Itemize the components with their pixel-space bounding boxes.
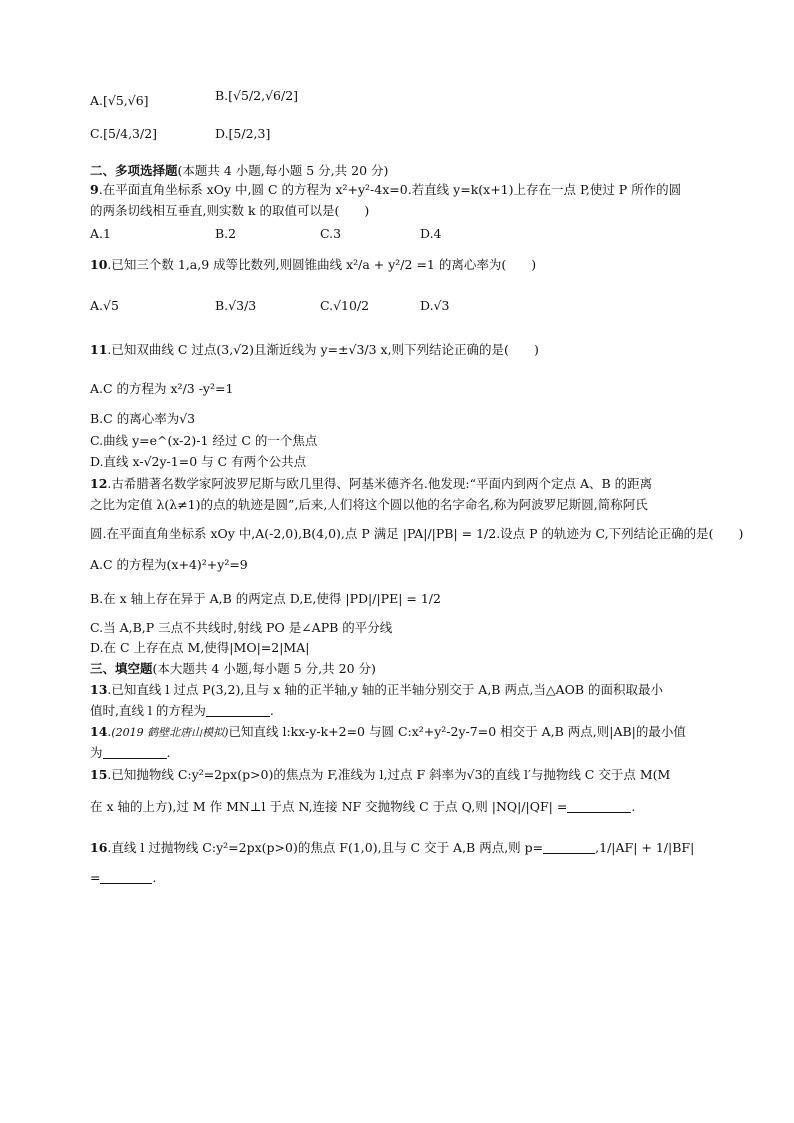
- q9-line-1: 9.在平面直角坐标系 xOy 中,圆 C 的方程为 x²+y²-4x=0.若直线 y=k(x+1)上存在一点 P,使过 P 所作的圆: [90, 182, 682, 197]
- q12-option-c: C.当 A,B,P 三点不共线时,射线 PO 是∠APB 的平分线: [90, 620, 393, 635]
- q8-option-d: D.[5/2,3]: [215, 126, 271, 141]
- q9-option-b: B.2: [215, 226, 237, 241]
- q11-option-b: B.C 的离心率为√3: [90, 411, 196, 426]
- q11-option-d: D.直线 x-√2y-1=0 与 C 有两个公共点: [90, 454, 307, 469]
- q10-option-d: D.√3: [420, 298, 450, 313]
- q11-option-a: A.C 的方程为 x²/3 -y²=1: [90, 381, 234, 396]
- q12-line-2: 之比为定值 λ(λ≠1)的点的轨迹是圆”,后来,人们将这个圆以他的名字命名,称为阿波罗尼斯圆,简称阿氏: [90, 497, 648, 512]
- q10-option-b: B.√3/3: [215, 298, 257, 313]
- q12-option-d: D.在 C 上存在点 M,使得|MO|=2|MA|: [90, 640, 310, 655]
- q16-line-2: = .: [90, 870, 157, 885]
- q9-line-2: 的两条切线相互垂直,则实数 k 的取值可以是( ): [90, 203, 370, 218]
- q16-line-1: 16.直线 l 过抛物线 C:y²=2px(p>0)的焦点 F(1,0),且与 C 交于 A,B 两点,则 p= ,1/|AF| + 1/|BF|: [90, 840, 695, 855]
- q12-line-1: 12.古希腊著名数学家阿波罗尼斯与欧几里得、阿基米德齐名.他发现:“平面内到两个定点 A、B 的距离: [90, 476, 653, 491]
- q11-option-c: C.曲线 y=e^(x-2)-1 经过 C 的一个焦点: [90, 433, 318, 448]
- q10-stem: 10.已知三个数 1,a,9 成等比数列,则圆锥曲线 x²/a + y²/2 =1 的离心率为( ): [90, 257, 537, 272]
- section-2-heading: 二、多项选择题(本题共 4 小题,每小题 5 分,共 20 分): [90, 163, 389, 178]
- q14-line-2: 为 .: [90, 745, 171, 760]
- q15-line-2: 在 x 轴的上方),过 M 作 MN⊥l 于点 N,连接 NF 交抛物线 C 于点 Q,则 |NQ|/|QF| = .: [90, 799, 636, 814]
- q10-option-c: C.√10/2: [320, 298, 370, 313]
- q14-answer-blank[interactable]: [103, 746, 167, 759]
- q12-option-b: B.在 x 轴上存在异于 A,B 的两定点 D,E,使得 |PD|/|PE| = 1/2: [90, 591, 441, 606]
- q13-line-2: 值时,直线 l 的方程为 .: [90, 703, 274, 718]
- q8-option-b: B.[√5/2,√6/2]: [215, 88, 299, 103]
- q15-line-1: 15.已知抛物线 C:y²=2px(p>0)的焦点为 F,准线为 l,过点 F 斜率为√3的直线 l′与抛物线 C 交于点 M(M: [90, 767, 671, 782]
- q13-line-1: 13.已知直线 l 过点 P(3,2),且与 x 轴的正半轴,y 轴的正半轴分别交于 A,B 两点,当△AOB 的面积取最小: [90, 682, 663, 697]
- q16-sum-blank[interactable]: [100, 871, 152, 884]
- q11-stem: 11.已知双曲线 C 过点(3,√2)且渐近线为 y=±√3/3 x,则下列结论正确的是( ): [90, 342, 539, 357]
- q13-answer-blank[interactable]: [206, 704, 270, 717]
- q9-option-d: D.4: [420, 226, 442, 241]
- q10-option-a: A.√5: [90, 298, 119, 313]
- q9-option-a: A.1: [90, 226, 111, 241]
- q15-answer-blank[interactable]: [567, 800, 631, 813]
- q9-option-c: C.3: [320, 226, 342, 241]
- q12-option-a: A.C 的方程为(x+4)²+y²=9: [90, 557, 248, 572]
- q8-option-a: A.[√5,√6]: [90, 93, 149, 108]
- section-3-heading: 三、填空题(本大题共 4 小题,每小题 5 分,共 20 分): [90, 661, 376, 676]
- q12-line-3: 圆.在平面直角坐标系 xOy 中,A(-2,0),B(4,0),点 P 满足 |PA|/|PB| = 1/2.设点 P 的轨迹为 C,下列结论正确的是( ): [90, 526, 744, 541]
- q14-line-1: 14.(2019 鹤壁北唐山模拟)已知直线 l:kx-y-k+2=0 与圆 C:x²+y²-2y-7=0 相交于 A,B 两点,则|AB|的最小值: [90, 724, 686, 739]
- q8-option-c: C.[5/4,3/2]: [90, 126, 158, 141]
- q16-p-blank[interactable]: [543, 841, 595, 854]
